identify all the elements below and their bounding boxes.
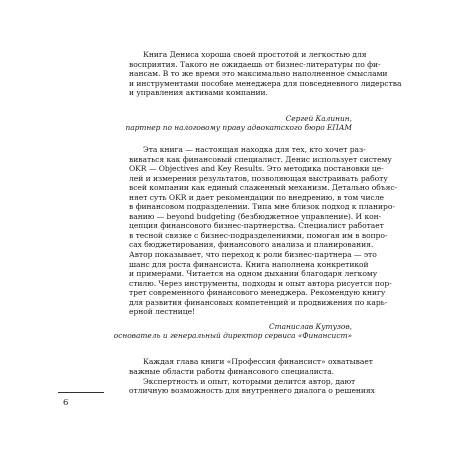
text-line: важные области работы финансового специалиста. bbox=[129, 366, 334, 376]
text-line: няет суть OKR и дает рекомендации по внедрению, в том числе bbox=[129, 192, 384, 202]
text-line: лей и измерения результатов, позволяющая выстраивать работу bbox=[129, 173, 388, 183]
text-line: и инструментами пособие менеджера для повседневного лидерства bbox=[129, 78, 402, 88]
review-1-author-role: партнер по налоговому праву адвокатского бюро ЕПАМ bbox=[125, 123, 352, 133]
review-2-author-role: основатель и генеральный директор сервиса «Финансист» bbox=[113, 331, 352, 341]
text-line: цепция финансового бизнес-партнерства. Специалист работает bbox=[129, 221, 384, 231]
footer-rule bbox=[58, 392, 104, 393]
text-line: и примерами. Читается на одном дыхании благодаря легкому bbox=[129, 269, 378, 279]
review-1-paragraph bbox=[115, 50, 402, 98]
text-line: стилю. Через инструменты, подходы и опыт автора рисуется пор- bbox=[129, 278, 392, 288]
text-line: трет современного финансового менеджера. Рекомендую книгу bbox=[129, 288, 386, 298]
text-line: виваться как финансовый специалист. Денис использует систему bbox=[129, 154, 392, 164]
text-line: Эта книга — настоящая находка для тех, кто хочет раз- bbox=[143, 145, 366, 154]
text-line: ванию — beyond budgeting (безбюджетное управление). И кон- bbox=[129, 211, 382, 221]
review-2-attribution bbox=[114, 322, 352, 341]
text-line: шанс для роста финансиста. Книга наполнена конкретикой bbox=[129, 259, 369, 269]
page-number: 6 bbox=[63, 398, 69, 408]
text-line: нансам. В то же время это максимально наполненное смыслами bbox=[129, 69, 388, 79]
text-line: всей компании как единый слаженный механизм. Детально объяс- bbox=[129, 183, 398, 193]
text-line: Книга Дениса хороша своей простотой и легкостью для bbox=[143, 50, 367, 59]
text-line: и управления активами компании. bbox=[129, 88, 268, 98]
text-line: для развития финансовых компетенций и продвижения по карь- bbox=[129, 297, 388, 307]
body-paragraph-1 bbox=[115, 357, 373, 376]
review-2-author: Станислав Кутузов, bbox=[268, 322, 352, 331]
text-line: Автор показывает, что переход к роли бизнес-партнера — это bbox=[129, 250, 377, 260]
text-line: сах бюджетирования, финансового анализа и планирования. bbox=[129, 240, 374, 250]
body-paragraph-2 bbox=[115, 376, 375, 396]
review-1-author: Сергей Калинин, bbox=[285, 114, 352, 123]
text-line: отличную возможность для внутреннего диалога о решениях bbox=[129, 386, 375, 396]
text-line: Экспертность и опыт, которыми делится автор, дают bbox=[143, 376, 356, 386]
review-2-paragraph bbox=[115, 145, 398, 317]
text-line: в финансовом подразделении. Типа мне близок подход к планиро- bbox=[129, 202, 395, 212]
text-line: OKR — Objectives and Key Results. Это методика постановки це- bbox=[129, 164, 384, 174]
review-1-text bbox=[115, 50, 402, 98]
body-text bbox=[115, 357, 375, 396]
text-line: ерной лестнице! bbox=[129, 307, 196, 317]
review-1-attribution bbox=[125, 114, 352, 133]
text-line: Каждая глава книги «Профессия финансист» охватывает bbox=[143, 357, 373, 366]
review-2-text bbox=[115, 145, 398, 317]
text-line: в тесной связке с бизнес-подразделениями, помогая им в вопро- bbox=[129, 230, 388, 240]
text-line: восприятия. Такого не ожидаешь от бизнес-литературы по фи- bbox=[129, 59, 381, 69]
